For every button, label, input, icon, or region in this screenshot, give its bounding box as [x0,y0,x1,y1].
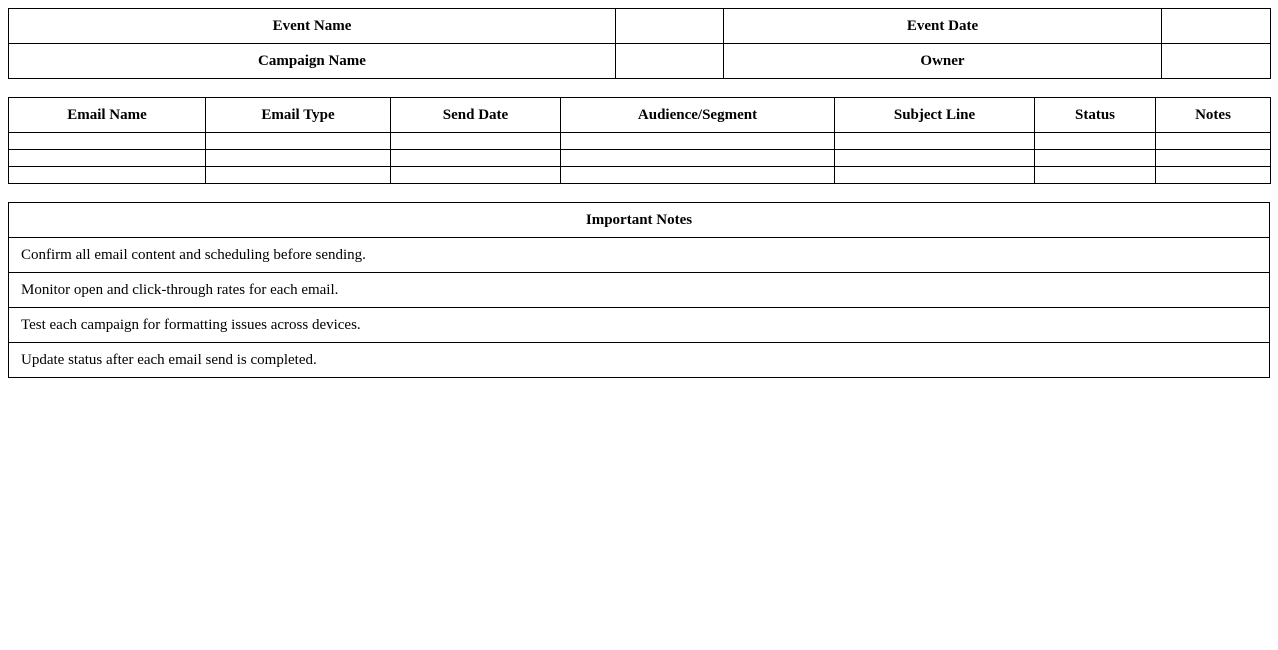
table-cell[interactable] [391,150,561,167]
column-header-subject-line: Subject Line [835,98,1035,133]
event-date-label: Event Date [724,9,1162,44]
campaign-row [9,44,1271,79]
event-info-table [8,8,1271,79]
table-cell[interactable] [561,150,835,167]
table-row [9,133,1271,150]
list-item [9,308,1270,343]
important-notes-table [8,202,1270,378]
table-cell[interactable] [561,133,835,150]
list-item [9,343,1270,378]
campaign-name-value[interactable] [616,44,724,79]
table-cell[interactable] [1156,150,1271,167]
event-date-value[interactable] [1162,9,1271,44]
table-cell[interactable] [835,150,1035,167]
table-row [9,167,1271,184]
column-header-status: Status [1035,98,1156,133]
note-text: Confirm all email content and scheduling before sending. [9,238,1270,273]
table-cell[interactable] [206,167,391,184]
table-cell[interactable] [206,133,391,150]
table-header-row [9,98,1271,133]
table-cell[interactable] [835,133,1035,150]
table-cell[interactable] [835,167,1035,184]
column-header-send-date: Send Date [391,98,561,133]
table-cell[interactable] [391,167,561,184]
table-row [9,150,1271,167]
email-schedule-table [8,97,1271,184]
column-header-email-type: Email Type [206,98,391,133]
list-item [9,238,1270,273]
table-cell[interactable] [391,133,561,150]
event-name-value[interactable] [616,9,724,44]
note-text: Monitor open and click-through rates for each email. [9,273,1270,308]
table-cell[interactable] [1035,150,1156,167]
notes-header-row [9,203,1270,238]
column-header-notes: Notes [1156,98,1271,133]
table-cell[interactable] [1156,133,1271,150]
table-cell[interactable] [1156,167,1271,184]
table-cell[interactable] [9,150,206,167]
column-header-email-name: Email Name [9,98,206,133]
event-row [9,9,1271,44]
note-text: Update status after each email send is completed. [9,343,1270,378]
table-cell[interactable] [561,167,835,184]
note-text: Test each campaign for formatting issues across devices. [9,308,1270,343]
event-name-label: Event Name [9,9,616,44]
table-cell[interactable] [9,133,206,150]
table-cell[interactable] [1035,133,1156,150]
table-cell[interactable] [206,150,391,167]
table-cell[interactable] [1035,167,1156,184]
campaign-name-label: Campaign Name [9,44,616,79]
list-item [9,273,1270,308]
column-header-audience-segment: Audience/Segment [561,98,835,133]
owner-label: Owner [724,44,1162,79]
notes-title: Important Notes [9,203,1270,238]
table-cell[interactable] [9,167,206,184]
owner-value[interactable] [1162,44,1271,79]
